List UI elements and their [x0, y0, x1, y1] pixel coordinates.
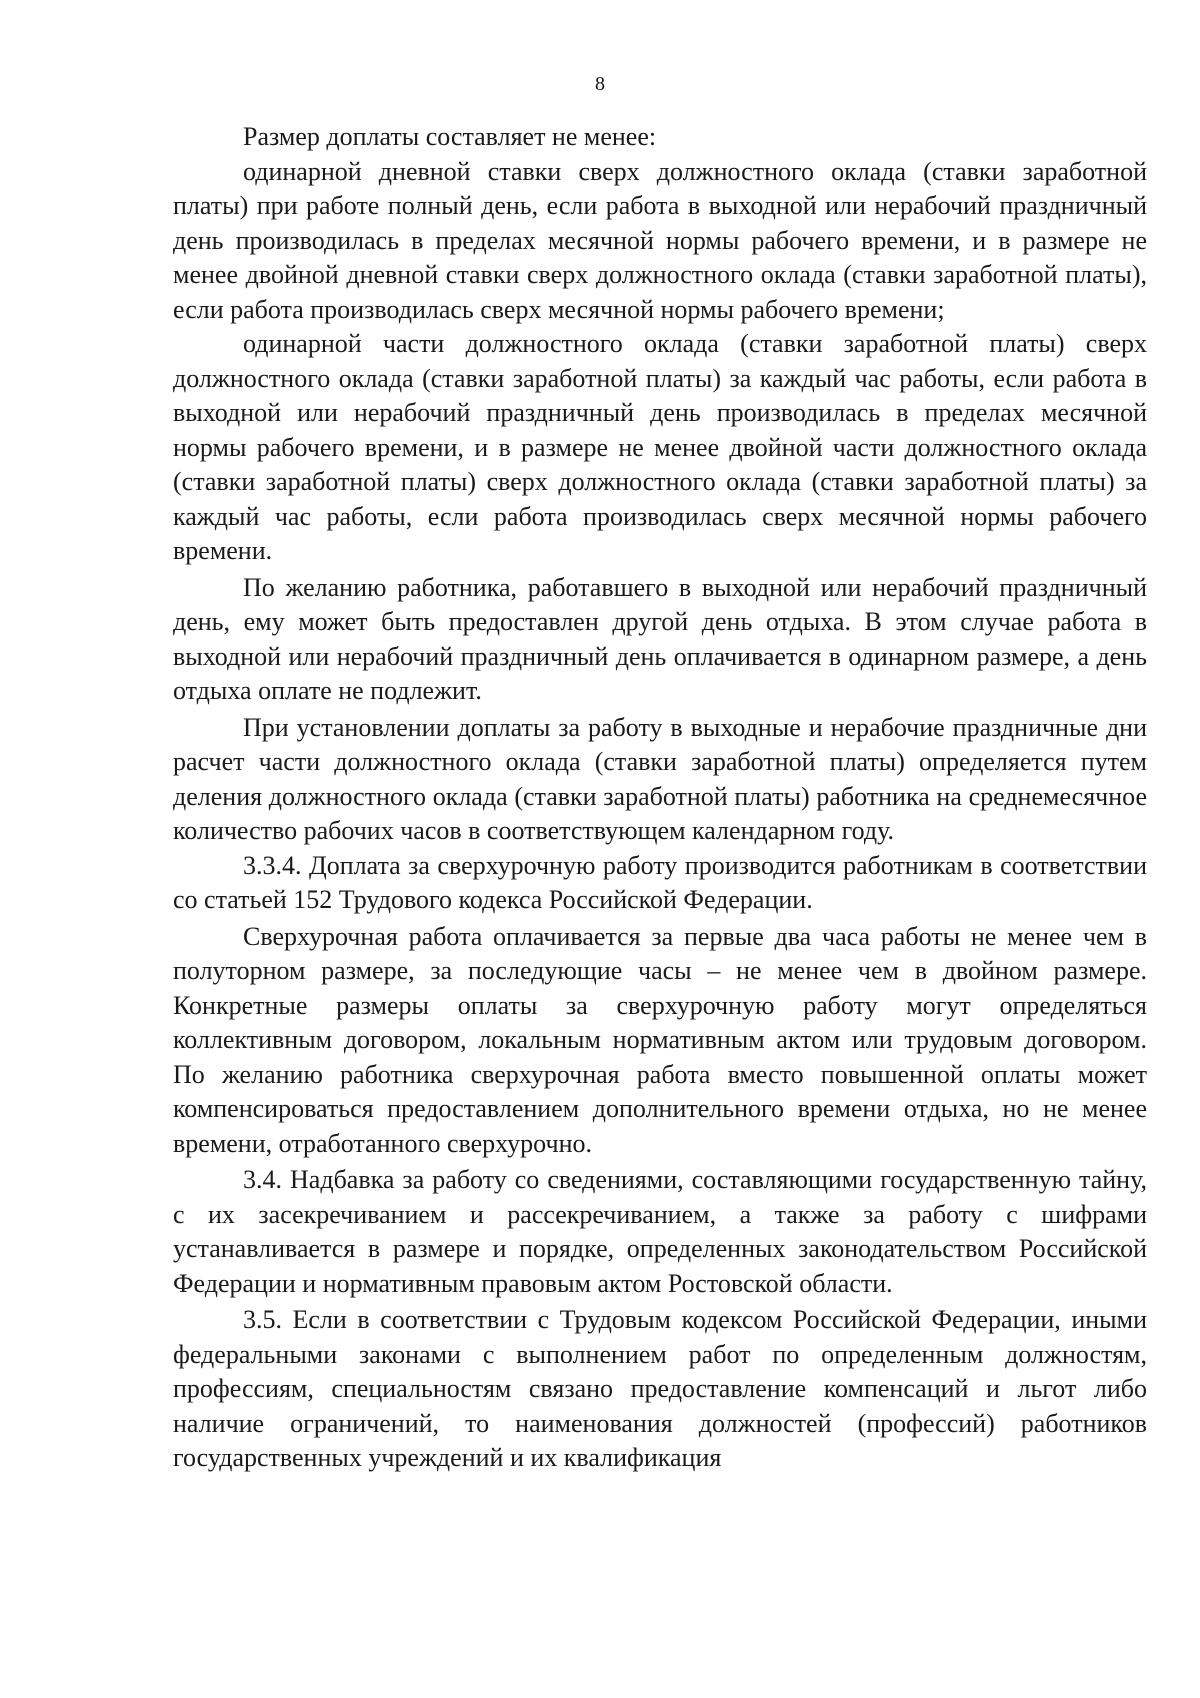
paragraph-payment-minimum: Размер доплаты составляет не менее:: [243, 122, 657, 151]
paragraph-day-off: По желанию работника, работавшего в выходной или нерабочий праздничный день, ему может быть предоставлен другой день отдыха. В этом случае работа в выходной или нерабочий праздничный день оплачивается в одинарном размере, а день отдыха оплате не подлежит.: [173, 572, 1147, 705]
paragraph-hourly-rate: одинарной части должностного оклада (ставки заработной платы) сверх должностного оклада (ставки заработной платы) за каждый час работы, если работа в выходной или нерабочий праздничный день производилась в пределах месячной нормы рабочего времени, и в размере не менее двойной части должностного оклада (ставки заработной платы) сверх должностного оклада (ставки заработной платы) за каждый час работы, если работа производилась сверх месячной нормы рабочего времени.: [173, 329, 1147, 565]
paragraph-overtime: Сверхурочная работа оплачивается за первые два часа работы не менее чем в полуторном размере, за последующие часы – не менее чем в двойном размере. Конкретные размеры оплаты за сверхурочную работу могут определяться коллективным договором, локальным нормативным актом или трудовым договором. По желанию работника сверхурочная работа вместо повышенной оплаты может компенсироваться предоставлением дополнительного времени отдыха, но не менее времени, отработанного сверхурочно.: [173, 921, 1147, 1158]
paragraph-rate-calculation: При установлении доплаты за работу в выходные и нерабочие праздничные дни расчет части должностного оклада (ставки заработной платы) определяется путем деления должностного оклада (ставки заработной платы) работника на среднемесячное количество рабочих часов в соответствующем календарном году.: [173, 712, 1147, 845]
paragraph-3-5: 3.5. Если в соответствии с Трудовым кодексом Российской Федерации, иными федеральными законами с выполнением работ по определенным должностям, профессиям, специальностям связано предоставление компенсаций и льгот либо наличие ограничений, то наименования должностей (профессий) работников государственных учреждений и их квалификация: [173, 1305, 1147, 1472]
paragraph-3-3-4: 3.3.4. Доплата за сверхурочную работу производится работникам в соответствии со статьей 152 Трудового кодекса Российской Федерации.: [173, 850, 1147, 914]
page-number: 8: [595, 73, 605, 95]
paragraph-daily-rate: одинарной дневной ставки сверх должностного оклада (ставки заработной платы) при работе полный день, если работа в выходной или нерабочий праздничный день производилась в пределах месячной нормы рабочего времени, и в размере не менее двойной дневной ставки сверх должностного оклада (ставки заработной платы), если работа производилась сверх месячной нормы рабочего времени;: [173, 156, 1147, 324]
document-body: [173, 120, 1147, 1476]
paragraph-3-4: 3.4. Надбавка за работу со сведениями, составляющими государственную тайну, с их засекречиванием и рассекречиванием, а также за работу с шифрами устанавливается в размере и порядке, определенных законодательством Российской Федерации и нормативным правовым актом Ростовской области.: [173, 1165, 1147, 1298]
